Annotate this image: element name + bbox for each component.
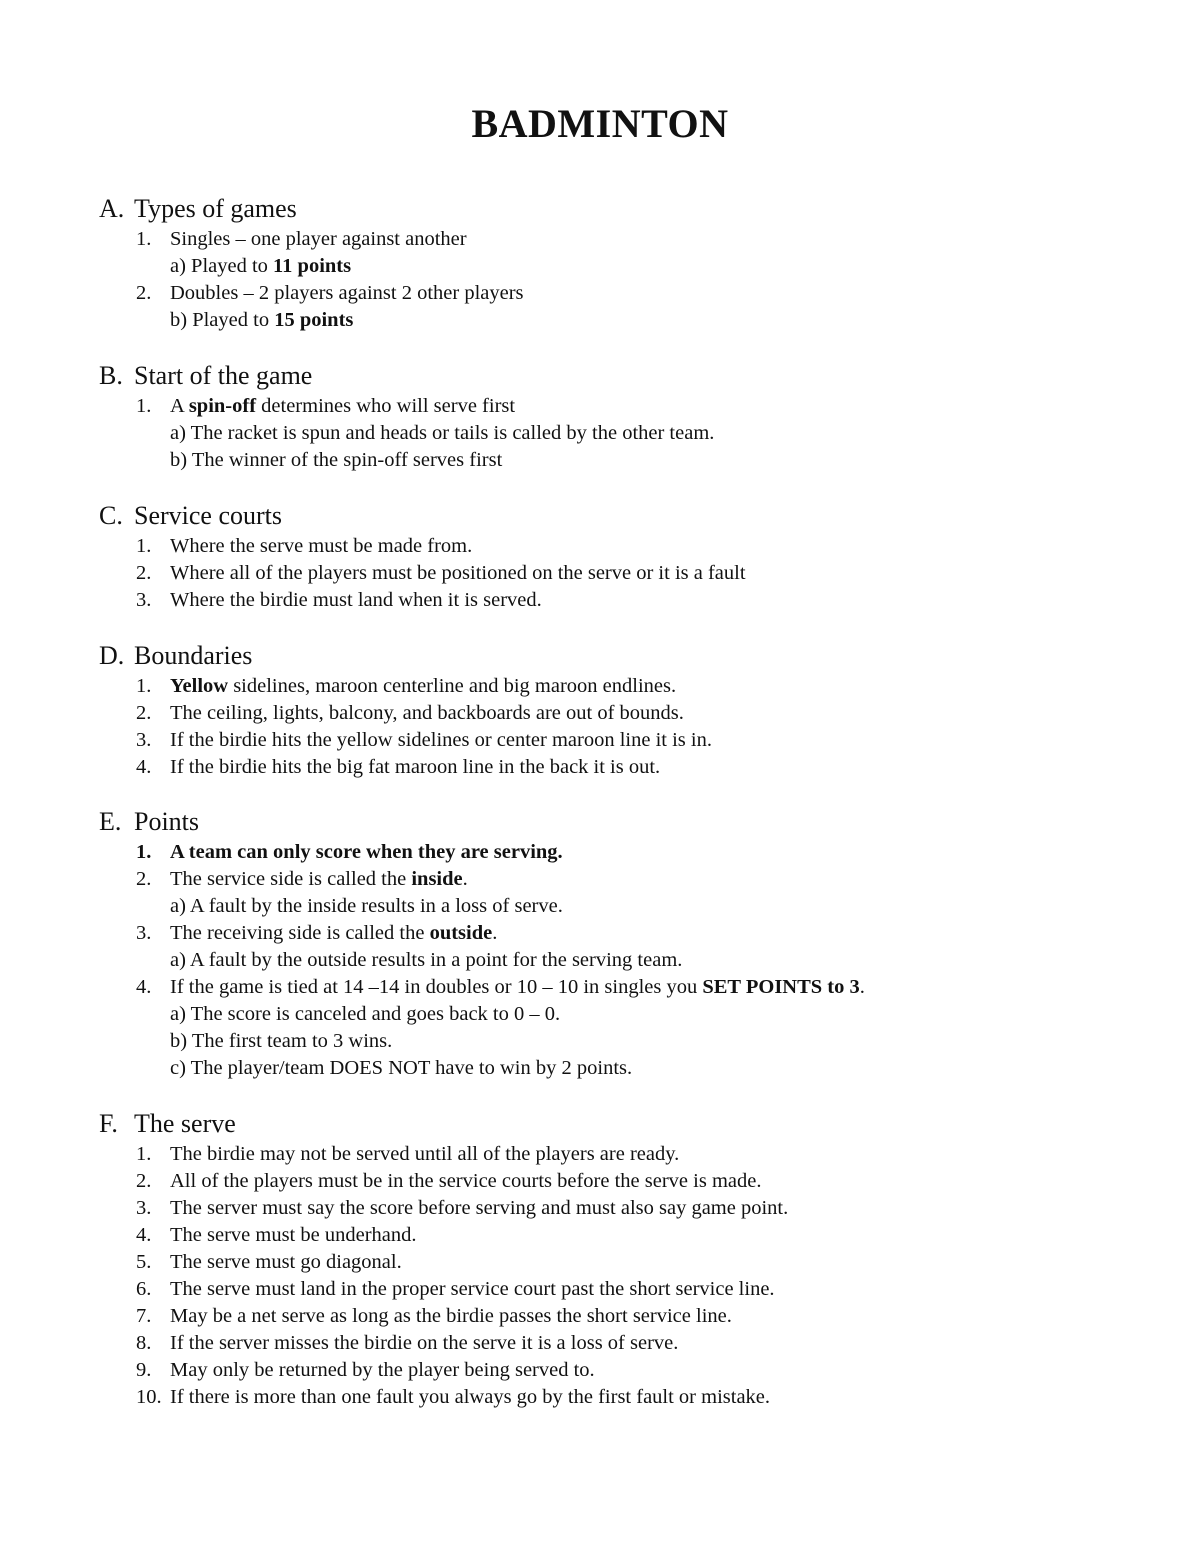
section-heading [99,360,312,392]
section-title: Types of games [134,194,297,223]
list-item [136,280,524,307]
item-text: a) The score is canceled and goes back to 0 – 0. [170,1003,561,1025]
list-number: 2. [136,868,152,890]
list-number: 7. [136,1305,152,1327]
item-text: Where the serve must be made from. [170,535,473,557]
list-item [136,1303,732,1330]
section-letter: E. [99,807,122,836]
section-heading [99,500,282,532]
section-title: Start of the game [134,361,313,390]
list-number: 2. [136,562,152,584]
item-text: If the server misses the birdie on the serve it is a loss of serve. [170,1332,679,1354]
section-letter: A. [99,194,125,223]
list-item [136,700,684,727]
item-bold-text: outside [429,922,493,944]
item-text: a) The racket is spun and heads or tails is called by the other team. [170,422,715,444]
list-item [136,533,472,560]
sub-list-item [170,447,502,474]
list-item [136,1249,402,1276]
list-item [136,673,676,700]
list-number: 3. [136,922,152,944]
list-item [136,587,542,614]
list-number: 1. [136,228,152,250]
list-item [136,727,712,754]
list-item [136,1195,788,1222]
list-number: 2. [136,1170,152,1192]
item-text: The serve must go diagonal. [170,1251,402,1273]
list-number: 1. [136,395,152,417]
list-number: 3. [136,729,152,751]
list-item [136,1357,595,1384]
list-number: 4. [136,1224,152,1246]
item-bold-text: spin-off [188,395,257,417]
list-item [136,866,468,893]
list-number: 2. [136,702,152,724]
list-item [136,560,746,587]
item-text: . [462,868,468,890]
sub-list-item [170,1055,632,1082]
list-item [136,1330,678,1357]
item-text: May only be returned by the player being served to. [170,1359,595,1381]
section-heading [99,193,297,225]
item-text: Where all of the players must be positioned on the serve or it is a fault [170,562,746,584]
section-title: Points [134,807,200,836]
list-item [136,393,515,420]
item-text: If the game is tied at 14 –14 in doubles or 10 – 10 in singles you [170,976,703,998]
item-text: If there is more than one fault you always go by the first fault or mistake. [170,1386,771,1408]
list-number: 5. [136,1251,152,1273]
sub-list-item [170,1001,560,1028]
list-number: 10. [136,1386,162,1408]
list-item [136,1141,679,1168]
item-text: A team can only score when they are serving. [170,841,563,863]
list-item [136,1276,775,1303]
sub-list-item [170,947,682,974]
list-number: 3. [136,1197,152,1219]
item-text: May be a net serve as long as the birdie passes the short service line. [170,1305,732,1327]
section-heading [99,806,199,838]
list-number: 3. [136,589,152,611]
section-title: Service courts [134,501,283,530]
section-letter: B. [99,361,123,390]
sub-list-item [170,253,351,280]
list-number: 4. [136,976,152,998]
list-number: 1. [136,675,152,697]
sub-list-item [170,307,353,334]
item-text: determines who will serve first [256,395,516,417]
item-text: . [859,976,865,998]
list-number: 1. [136,535,152,557]
list-item [136,754,660,781]
page-title: BADMINTON [471,101,729,146]
sub-list-item [170,893,563,920]
item-text: The serve must land in the proper service court past the short service line. [170,1278,775,1300]
list-number: 1. [136,1143,152,1165]
item-text: A [170,395,189,417]
item-text: c) The player/team DOES NOT have to win by 2 points. [170,1057,633,1079]
section-letter: F. [99,1109,118,1138]
list-item [136,1168,761,1195]
item-bold-text: SET POINTS to 3 [702,976,860,998]
section-letter: C. [99,501,123,530]
item-text: Where the birdie must land when it is served. [170,589,542,611]
list-item [136,226,467,253]
item-text: b) The first team to 3 wins. [170,1030,393,1052]
section-letter: D. [99,641,125,670]
section-heading [99,1108,236,1140]
item-text: The server must say the score before serving and must also say game point. [170,1197,789,1219]
list-item [136,1384,770,1411]
item-text: Singles – one player against another [170,228,467,250]
list-number: 1. [136,841,152,863]
item-text: a) Played to [170,255,274,277]
item-text: b) Played to [170,309,275,331]
list-number: 6. [136,1278,152,1300]
item-text: The receiving side is called the [170,922,430,944]
item-text: The serve must be underhand. [170,1224,417,1246]
section-heading [99,640,252,672]
list-number: 4. [136,756,152,778]
list-item [136,839,563,866]
section-title: The serve [134,1109,236,1138]
item-text: sidelines, maroon centerline and big maroon endlines. [228,675,677,697]
item-text: . [492,922,498,944]
item-text: The ceiling, lights, balcony, and backboards are out of bounds. [170,702,684,724]
item-bold-text: Yellow [170,675,229,697]
item-text: The service side is called the [170,868,412,890]
item-bold-text: inside [411,868,463,890]
list-number: 8. [136,1332,152,1354]
item-text: b) The winner of the spin-off serves first [170,449,503,471]
list-item [136,974,865,1001]
section-title: Boundaries [134,641,253,670]
item-text: If the birdie hits the yellow sidelines or center maroon line it is in. [170,729,712,751]
item-text: If the birdie hits the big fat maroon line in the back it is out. [170,756,661,778]
list-number: 2. [136,282,152,304]
item-text: All of the players must be in the service courts before the serve is made. [170,1170,762,1192]
list-item [136,1222,417,1249]
sub-list-item [170,1028,392,1055]
item-text: a) A fault by the outside results in a point for the serving team. [170,949,683,971]
item-text: The birdie may not be served until all of the players are ready. [170,1143,680,1165]
item-bold-text: 11 points [273,255,352,277]
item-text: Doubles – 2 players against 2 other players [170,282,524,304]
item-text: a) A fault by the inside results in a loss of serve. [170,895,563,917]
list-item [136,920,497,947]
item-bold-text: 15 points [274,309,354,331]
list-number: 9. [136,1359,152,1381]
sub-list-item [170,420,714,447]
